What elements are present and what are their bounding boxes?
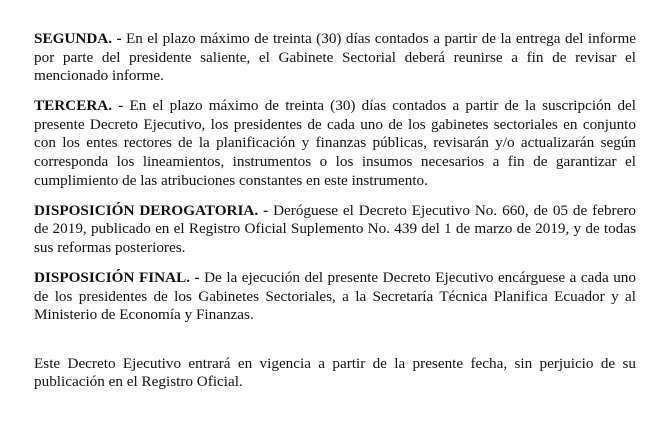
document-page: [34, 30, 636, 392]
clause-heading: SEGUNDA. -: [34, 30, 122, 47]
clause-disposicion-derogatoria: [34, 202, 636, 258]
closing-paragraph: [34, 355, 636, 392]
clause-body: En el plazo máximo de treinta (30) días contados a partir de la entrega del informe por parte del presidente saliente, el Gabinete Sectorial deberá reunirse a fin de revisar el mencionado informe.: [34, 30, 637, 85]
clause-body: Deróguese el Decreto Ejecutivo No. 660, de 05 de febrero de 2019, publicado en el Registro Oficial Suplemento No. 439 del 1 de marzo de 2019, y de todas sus reformas posteriores.: [34, 201, 637, 256]
clause-tercera: [34, 97, 636, 190]
clause-body: Este Decreto Ejecutivo entrará en vigencia a partir de la presente fecha, sin perjuicio de su publicación en el Registro Oficial.: [34, 354, 636, 391]
clause-heading: DISPOSICIÓN DEROGATORIA. -: [34, 201, 269, 219]
clause-segunda: [34, 30, 636, 86]
clause-heading: DISPOSICIÓN FINAL. -: [34, 269, 200, 287]
clause-heading: TERCERA. -: [34, 97, 124, 115]
clause-body: En el plazo máximo de treinta (30) días contados a partir de la suscripción del presente Decreto Ejecutivo, los presidentes de cada uno de los gabinetes sectoriales en conjunto con los entes rectores de la planificación y finanzas públicas, revisarán y/o actualizarán según corresponda los lineamientos, instrumentos o los insumos necesarios a fin de garantizar el cumplimiento de las atribuciones constantes en este instrumento.: [34, 97, 637, 189]
clause-body: De la ejecución del presente Decreto Ejecutivo encárguese a cada uno de los presidentes de los Gabinetes Sectoriales, a la Secretaría Técnica Planifica Ecuador y al Ministerio de Economía y Finanzas.: [34, 269, 636, 324]
clause-disposicion-final: [34, 269, 636, 325]
